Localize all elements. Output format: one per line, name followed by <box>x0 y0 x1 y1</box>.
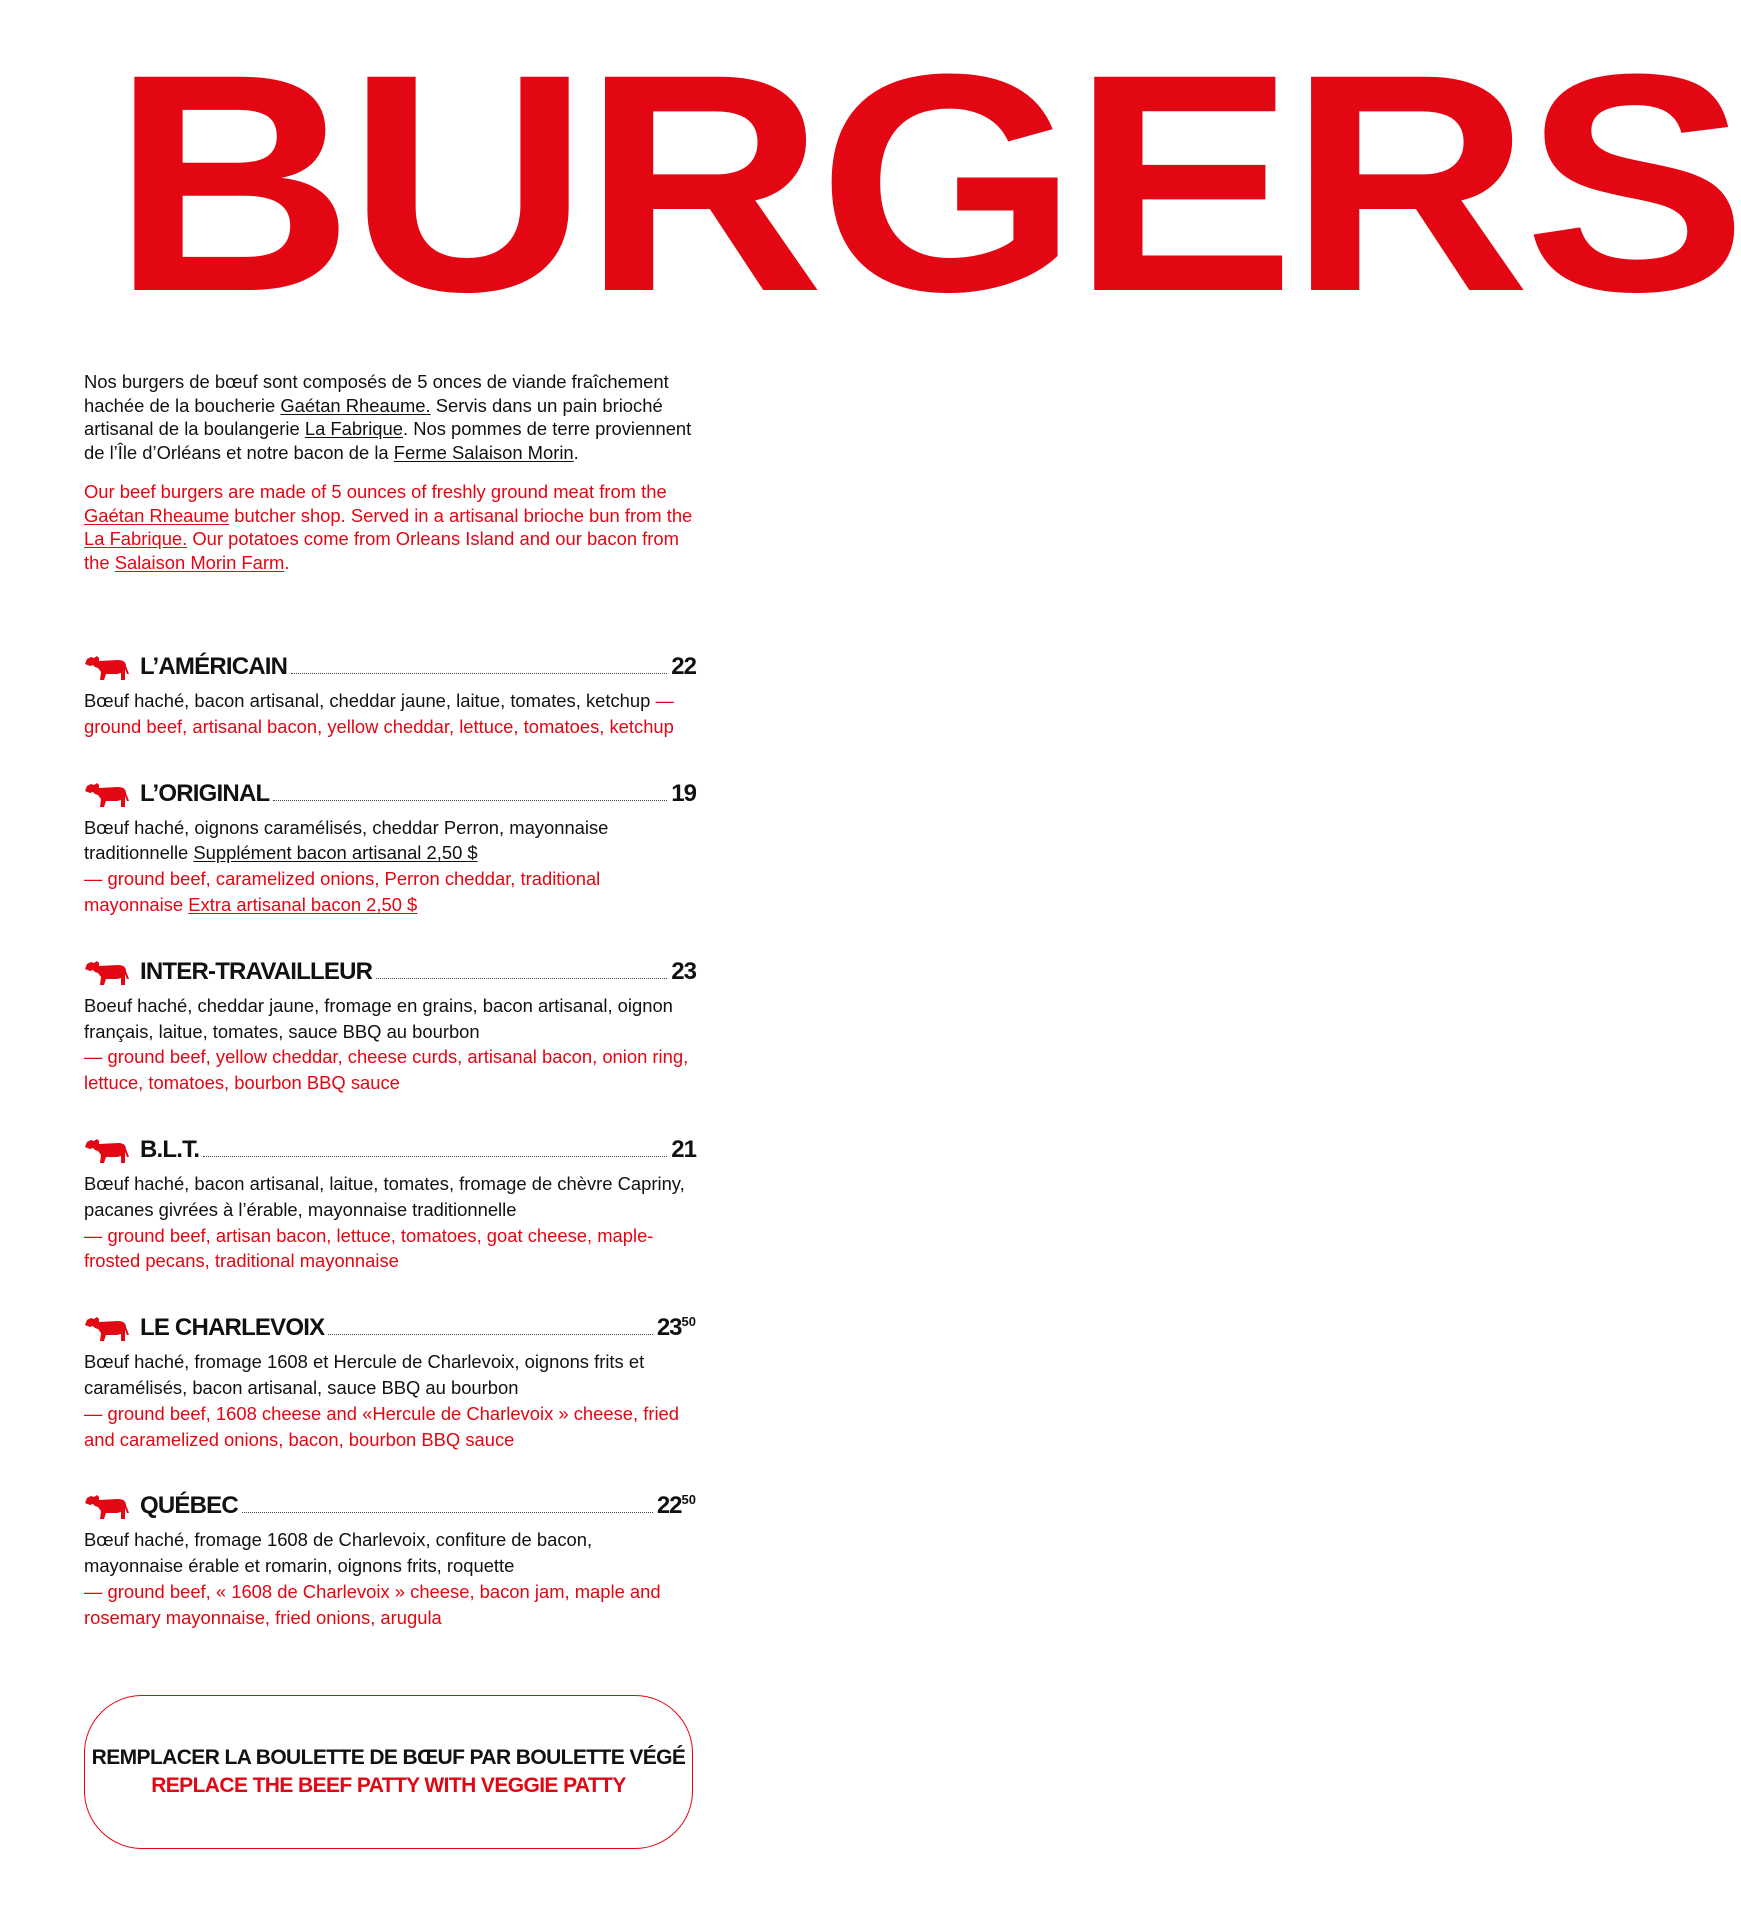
menu-item-name: L’ORIGINAL <box>140 779 270 807</box>
description-french: Bœuf haché, fromage 1608 et Hercule de Charlevoix, oignons frits et caramélisés, bacon artisanal, sauce BBQ au bourbon <box>84 1351 645 1398</box>
menu-item-header <box>84 648 696 682</box>
menu-item-header <box>84 1309 696 1343</box>
dot-leader <box>291 672 667 674</box>
menu-item-price <box>671 1129 696 1165</box>
intro-text: Nos burgers de bœuf sont composés de 5 onces de viande fraîchement hachée de la boucherie <box>84 371 669 416</box>
description-french: Bœuf haché, bacon artisanal, cheddar jaune, laitue, tomates, ketchup <box>84 690 656 711</box>
cow-icon <box>84 957 130 987</box>
menu-item-description <box>84 688 696 740</box>
intro-text: Servis dans un pain brioché artisanal de la boulangerie <box>84 394 663 439</box>
menu-item-header <box>84 953 696 987</box>
butcher-link[interactable]: Gaétan Rheaume. <box>280 394 431 416</box>
farm-link[interactable]: Ferme Salaison Morin <box>393 441 574 463</box>
dot-leader <box>242 1511 653 1513</box>
description-french: Boeuf haché, cheddar jaune, fromage en grains, bacon artisanal, oignon français, laitue, tomates, sauce BBQ au bourbon <box>84 994 673 1042</box>
menu-item <box>84 1309 696 1452</box>
menu-item-name: LE CHARLEVOIX <box>140 1314 325 1342</box>
menu-item <box>84 953 696 1096</box>
burger-menu <box>84 648 696 1666</box>
price-dollars: 21 <box>671 1135 696 1163</box>
menu-item-price <box>657 1485 696 1521</box>
intro-text: . <box>573 441 579 463</box>
hero-banner <box>112 9 1741 356</box>
description-french: Bœuf haché, bacon artisanal, laitue, tomates, fromage de chèvre Capriny, pacanes givrées à l’érable, mayonnaise traditionnelle <box>84 1172 685 1220</box>
menu-item-description <box>84 1171 696 1274</box>
cow-icon <box>84 779 130 809</box>
intro-english <box>84 480 699 574</box>
dot-leader <box>328 1333 653 1335</box>
cow-icon <box>84 1491 130 1521</box>
menu-item-header <box>84 1487 696 1521</box>
bacon-supplement-link[interactable]: Supplément bacon artisanal 2,50 $ <box>193 842 478 864</box>
dot-leader <box>203 1155 667 1157</box>
description-english: — ground beef, artisanal bacon, yellow cheddar, lettuce, tomatoes, ketchup <box>84 690 674 737</box>
intro-text: Our potatoes come from Orleans Island and our bacon from the <box>84 528 679 573</box>
intro-french <box>84 370 699 464</box>
price-dollars: 22 <box>656 1492 682 1520</box>
description-english: — ground beef, 1608 cheese and «Hercule de Charlevoix » cheese, fried and caramelized onions, bacon, bourbon BBQ sauce <box>84 1402 680 1450</box>
cow-icon <box>84 1135 130 1165</box>
butcher-link[interactable]: Gaétan Rheaume <box>84 504 230 526</box>
bakery-link[interactable]: La Fabrique. <box>84 528 188 549</box>
price-dollars: 19 <box>671 779 696 807</box>
description-english: — ground beef, caramelized onions, Perron cheddar, traditional mayonnaise <box>84 868 601 915</box>
extra-bacon-link[interactable]: Extra artisanal bacon 2,50 $ <box>188 893 418 915</box>
price-cents: 50 <box>681 1492 696 1508</box>
price-dollars: 23 <box>656 1314 682 1342</box>
menu-item-price <box>671 951 696 987</box>
menu-item-header <box>84 775 696 809</box>
menu-item-description <box>84 815 696 918</box>
dot-leader <box>376 977 667 979</box>
description-english: — ground beef, « 1608 de Charlevoix » cheese, bacon jam, maple and rosemary mayonnaise, fried onions, arugula <box>84 1580 661 1628</box>
menu-item-header <box>84 1131 696 1165</box>
price-dollars: 22 <box>671 653 696 680</box>
price-cents: 50 <box>681 1314 696 1330</box>
intro-text: Our beef burgers are made of 5 ounces of freshly ground meat from the <box>84 481 667 502</box>
dot-leader <box>273 799 667 801</box>
intro-text: . <box>284 551 290 573</box>
bakery-link[interactable]: La Fabrique <box>304 418 403 439</box>
menu-item <box>84 1487 696 1630</box>
cow-icon <box>84 1313 130 1343</box>
menu-item-description <box>84 993 696 1096</box>
veggie-option-english: REPLACE THE BEEF PATTY WITH VEGGIE PATTY <box>151 1774 626 1797</box>
menu-item-price <box>657 1307 696 1343</box>
hero-title: BURGERS <box>112 9 1741 356</box>
menu-item-name: L’AMÉRICAIN <box>140 653 288 680</box>
veggie-option-french: REMPLACER LA BOULETTE DE BŒUF PAR BOULETTE VÉGÉ <box>91 1746 686 1769</box>
menu-item <box>84 1131 696 1274</box>
cow-icon <box>84 652 130 682</box>
menu-item-name: INTER-TRAVAILLEUR <box>140 957 373 985</box>
description-french: Bœuf haché, fromage 1608 de Charlevoix, confiture de bacon, mayonnaise érable et romarin, oignons frits, roquette <box>84 1529 593 1577</box>
description-french: Bœuf haché, oignons caramélisés, cheddar Perron, mayonnaise traditionnelle <box>84 816 609 864</box>
menu-item-price <box>671 773 696 809</box>
farm-link[interactable]: Salaison Morin Farm <box>114 551 285 573</box>
veggie-option-box <box>84 1695 693 1849</box>
description-english: — ground beef, artisan bacon, lettuce, tomatoes, goat cheese, maple-frosted pecans, traditional mayonnaise <box>84 1224 654 1272</box>
menu-item-name: B.L.T. <box>140 1135 200 1163</box>
menu-item-name: QUÉBEC <box>140 1492 238 1520</box>
menu-item-description <box>84 1349 696 1452</box>
menu-item <box>84 648 696 740</box>
menu-item-description <box>84 1527 696 1630</box>
intro-text: butcher shop. Served in a artisanal brioche bun from the <box>229 504 693 526</box>
intro-section <box>84 370 699 574</box>
menu-item <box>84 775 696 918</box>
intro-text: . Nos pommes de terre proviennent de l’Île d’Orléans et notre bacon de la <box>84 418 692 463</box>
menu-item-price <box>671 646 696 682</box>
description-english: — ground beef, yellow cheddar, cheese curds, artisanal bacon, onion ring, lettuce, tomatoes, bourbon BBQ sauce <box>84 1046 689 1094</box>
price-dollars: 23 <box>671 957 696 985</box>
